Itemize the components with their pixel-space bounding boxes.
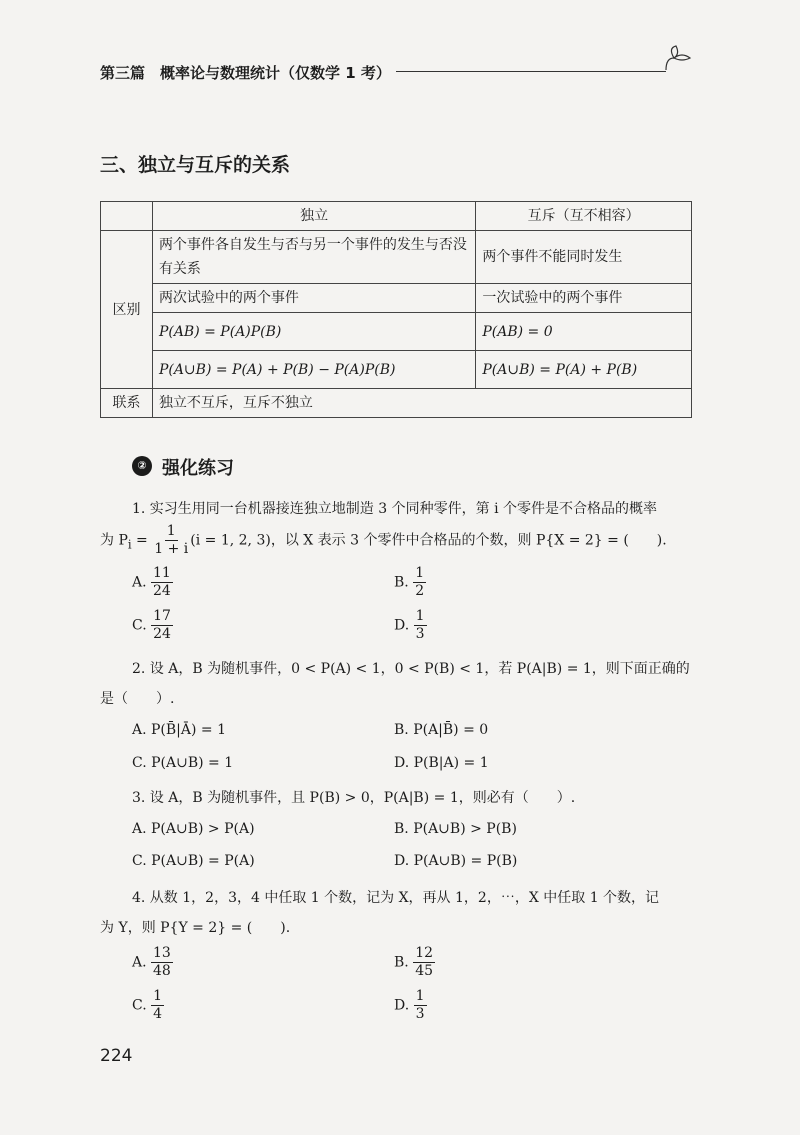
page-number: 224 xyxy=(100,1046,133,1066)
q3-option-d[interactable]: D. P(A∪B) = P(B) xyxy=(394,853,518,869)
q1-sub: i xyxy=(127,537,132,552)
q4-line1: 4. 从数 1，2，3，4 中任取 1 个数，记为 X，再从 1，2，⋯，X 中任取 1 个数，记 xyxy=(132,890,660,906)
option-label: D. xyxy=(394,997,410,1014)
frac-num: 1 xyxy=(153,988,163,1004)
table-row xyxy=(101,389,692,418)
q1-option-a[interactable] xyxy=(132,565,173,600)
frac-num: 1 xyxy=(415,565,425,581)
q4-option-c[interactable] xyxy=(132,988,164,1023)
formula1-exclusive-cell: P(AB) = 0 xyxy=(476,313,692,351)
frac-num: 1 xyxy=(415,608,425,624)
table-corner-cell xyxy=(101,202,153,231)
option-fraction xyxy=(413,565,426,600)
frac-den: 48 xyxy=(153,963,171,979)
col-independent-header: 独立 xyxy=(152,202,475,231)
q1-lead: 为 P xyxy=(100,532,128,549)
q1-line1: 1. 实习生用同一台机器接连独立地制造 3 个同种零件，第 i 个零件是不合格品的概率 xyxy=(132,501,657,517)
option-fraction xyxy=(151,565,173,600)
q3-option-b[interactable]: B. P(A∪B) > P(B) xyxy=(394,821,517,837)
q1-fraction xyxy=(152,523,190,558)
formula2-exclusive-cell: P(A∪B) = P(A) + P(B) xyxy=(476,351,692,389)
frac-num: 1 xyxy=(415,988,425,1004)
frac-num: 17 xyxy=(153,608,171,624)
q1-option-c[interactable] xyxy=(132,608,173,643)
frac-num: 12 xyxy=(415,945,434,961)
frac-num: 13 xyxy=(153,945,171,961)
q1-option-d[interactable] xyxy=(394,608,427,643)
formula1-independent-cell: P(AB) = P(A)P(B) xyxy=(152,313,475,351)
frac-den: 3 xyxy=(415,1006,425,1022)
frac-den: 24 xyxy=(153,626,171,642)
q1-frac-num: 1 xyxy=(166,523,176,539)
option-fraction xyxy=(414,608,427,643)
table-header-row xyxy=(101,202,692,231)
q1-eq: = xyxy=(131,532,153,549)
practice-title: 强化练习 xyxy=(162,458,234,479)
link-cell: 独立不互斥，互斥不独立 xyxy=(152,389,691,418)
formula2-independent-cell: P(A∪B) = P(A) + P(B) − P(A)P(B) xyxy=(152,351,475,389)
option-label: A. xyxy=(132,954,147,971)
practice-badge-icon: ② xyxy=(132,456,152,476)
row-difference-label: 区别 xyxy=(101,231,153,389)
diff2-exclusive-cell: 一次试验中的两个事件 xyxy=(476,284,692,313)
q2-line2: 是（ ）. xyxy=(100,691,175,707)
diff2-independent-cell: 两次试验中的两个事件 xyxy=(152,284,475,313)
running-header: 第三篇 概率论与数理统计（仅数学 1 考） xyxy=(100,64,391,82)
q2-option-a[interactable]: A. P(B̄|Ā) = 1 xyxy=(132,722,227,738)
q2-option-b[interactable]: B. P(A|B̄) = 0 xyxy=(394,722,489,738)
q4-option-d[interactable] xyxy=(394,988,427,1023)
leaf-sprout-icon xyxy=(662,44,696,74)
frac-den: 3 xyxy=(415,626,425,642)
col-exclusive-header: 互斥（互不相容） xyxy=(476,202,692,231)
q1-option-b[interactable] xyxy=(394,565,426,600)
frac-den: 4 xyxy=(153,1006,163,1022)
option-label: B. xyxy=(394,954,409,971)
q4-option-b[interactable] xyxy=(394,945,435,980)
frac-den: 45 xyxy=(415,963,434,979)
option-fraction xyxy=(414,988,427,1023)
q2-option-d[interactable]: D. P(B|A) = 1 xyxy=(394,755,489,771)
option-fraction xyxy=(151,608,173,643)
option-label: D. xyxy=(394,617,410,634)
option-label: C. xyxy=(132,617,147,634)
table-row xyxy=(101,284,692,313)
q3-line1: 3. 设 A，B 为随机事件，且 P(B) > 0，P(A|B) = 1，则必有（ ）. xyxy=(132,790,576,806)
frac-num: 11 xyxy=(153,565,171,581)
q3-option-a[interactable]: A. P(A∪B) > P(A) xyxy=(132,821,255,837)
q3-option-c[interactable]: C. P(A∪B) = P(A) xyxy=(132,853,255,869)
option-fraction xyxy=(151,988,164,1023)
option-label: A. xyxy=(132,574,147,591)
table-row xyxy=(101,231,692,284)
q4-option-a[interactable] xyxy=(132,945,173,980)
diff1-exclusive-cell: 两个事件不能同时发生 xyxy=(476,231,692,284)
q1-line2 xyxy=(100,523,695,560)
row-link-label: 联系 xyxy=(101,389,153,418)
option-label: C. xyxy=(132,997,147,1014)
q1-frac-den: 1 + i xyxy=(154,541,189,557)
q2-line1: 2. 设 A，B 为随机事件，0 < P(A) < 1，0 < P(B) < 1，若 P(A|B) = 1，则下面正确的 xyxy=(132,661,690,677)
option-label: B. xyxy=(394,574,409,591)
header-rule xyxy=(396,71,666,72)
option-fraction xyxy=(413,945,435,980)
section-title: 三、独立与互斥的关系 xyxy=(100,154,291,176)
q1-tail: (i = 1, 2, 3)，以 X 表示 3 个零件中合格品的个数，则 P{X = 2} = ( ). xyxy=(190,532,667,549)
table-row xyxy=(101,351,692,389)
frac-den: 24 xyxy=(153,583,171,599)
diff1-independent-cell: 两个事件各自发生与否与另一个事件的发生与否没有关系 xyxy=(152,231,475,284)
option-fraction xyxy=(151,945,173,980)
q4-line2: 为 Y，则 P{Y = 2} = ( ). xyxy=(100,920,291,936)
table-row xyxy=(101,313,692,351)
frac-den: 2 xyxy=(415,583,425,599)
comparison-table xyxy=(100,201,692,418)
q2-option-c[interactable]: C. P(A∪B) = 1 xyxy=(132,755,234,771)
